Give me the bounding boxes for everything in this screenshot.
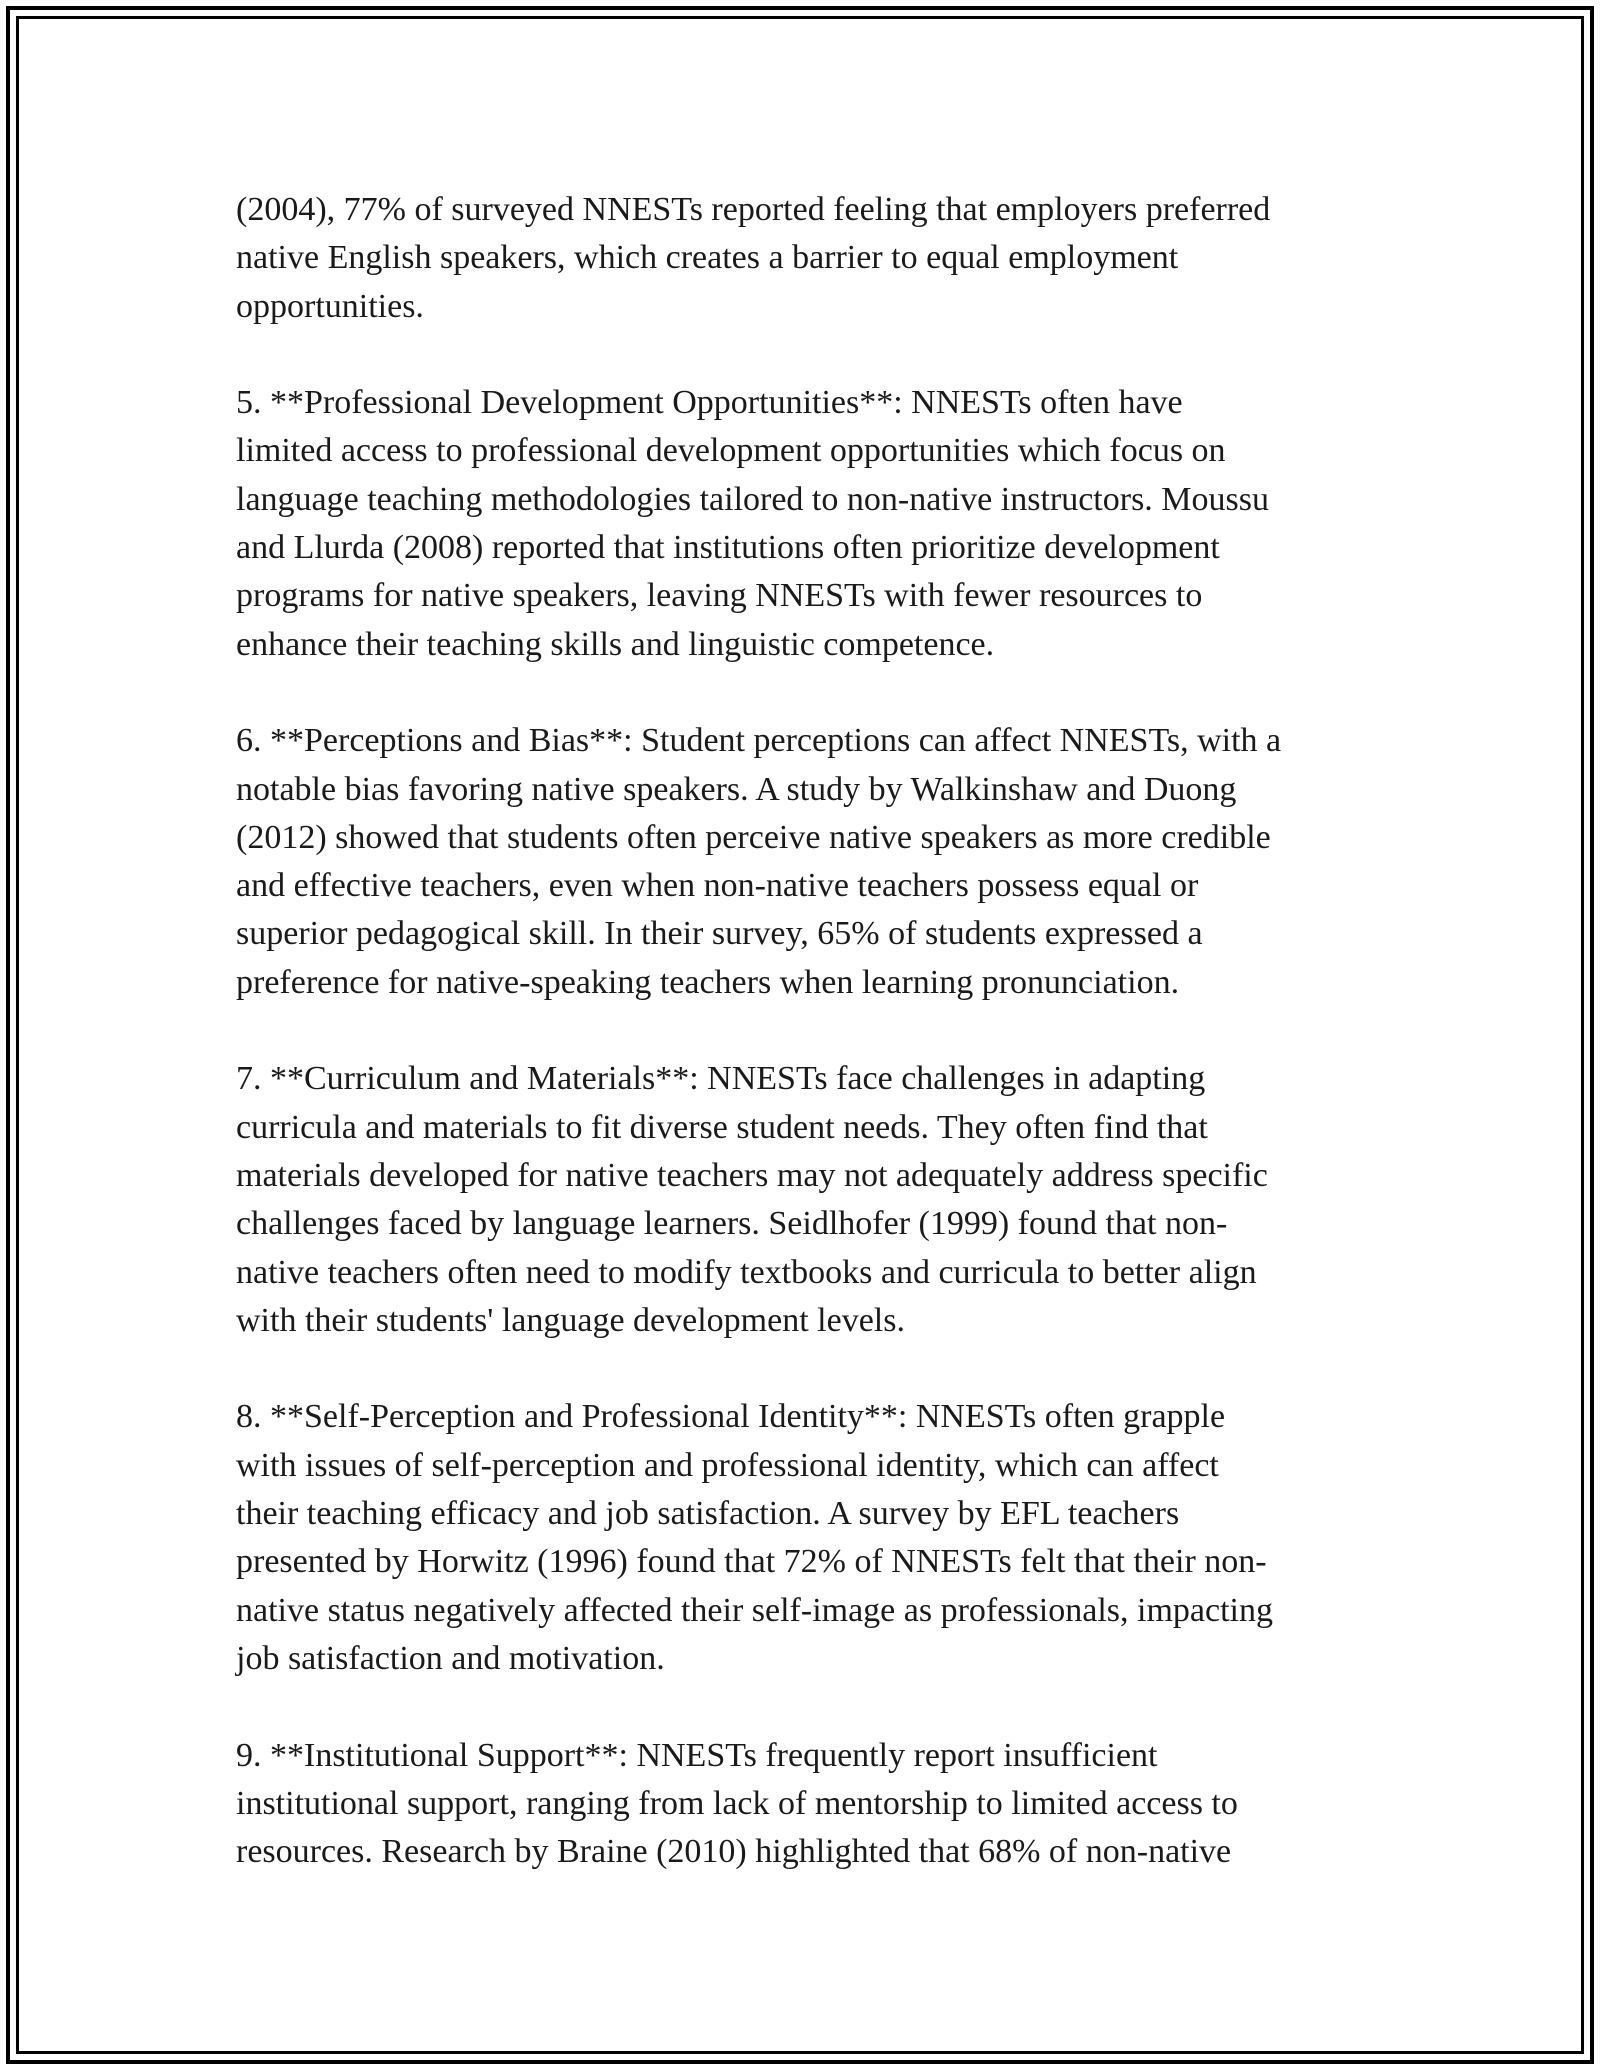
paragraph-curriculum-materials: 7. **Curriculum and Materials**: NNESTs face challenges in adapting curricula and materials to fit diverse student needs. They often find that materials developed for native teachers may not adequately address specific challenges faced by language learners. Seidlhofer (1999) found that non- native teachers often need to modify textbooks and curricula to better align with their students' language development levels. [236, 1060, 1268, 1339]
paragraph-professional-development: 5. **Professional Development Opportunities**: NNESTs often have limited access to professional development opportunities which focus on language teaching methodologies tailored to non-native instructors. Moussu and Llurda (2008) reported that institutions often prioritize development programs for native speakers, leaving NNESTs with fewer resources to enhance their teaching skills and linguistic competence. [236, 384, 1269, 663]
document-body [236, 186, 1384, 1925]
paragraph-institutional-support: 9. **Institutional Support**: NNESTs frequently report insufficient institutional support, ranging from lack of mentorship to limited access to resources. Research by Braine (2010) highlighted that 68% of non-native [236, 1736, 1238, 1871]
paragraph-perceptions-bias: 6. **Perceptions and Bias**: Student perceptions can affect NNESTs, with a notable bias favoring native speakers. A study by Walkinshaw and Duong (2012) showed that students often perceive native speakers as more credible and effective teachers, even when non-native teachers possess equal or superior pedagogical skill. In their survey, 65% of students expressed a preference for native-speaking teachers when learning pronunciation. [236, 722, 1282, 1001]
paragraph-continuation: (2004), 77% of surveyed NNESTs reported feeling that employers preferred native English speakers, which creates a barrier to equal employment opportunities. [236, 191, 1271, 325]
paragraph-self-perception: 8. **Self-Perception and Professional Identity**: NNESTs often grapple with issues of self-perception and professional identity, which can affect their teaching efficacy and job satisfaction. A survey by EFL teachers presented by Horwitz (1996) found that 72% of NNESTs felt that their non- native status negatively affected their self-image as professionals, impacting job satisfaction and motivation. [236, 1398, 1273, 1677]
